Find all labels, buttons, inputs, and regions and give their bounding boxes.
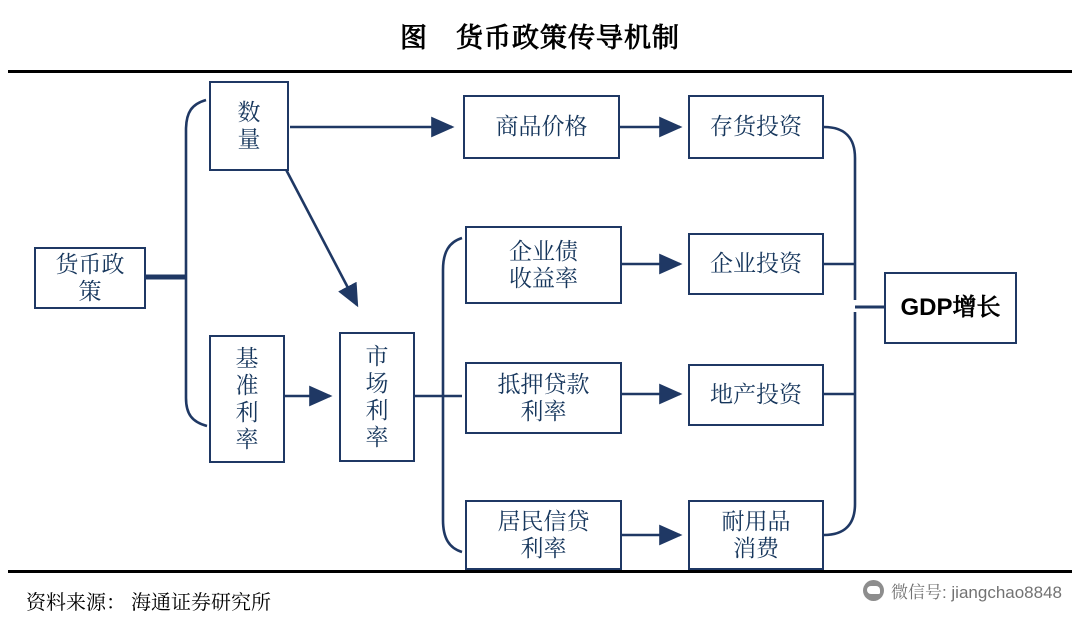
node-corporate-bond-yield[interactable] bbox=[465, 226, 622, 304]
node-property-investment[interactable] bbox=[688, 364, 824, 426]
node-benchmark-rate[interactable] bbox=[209, 335, 285, 463]
node-label: 货币政 策 bbox=[55, 251, 125, 304]
node-label: 市 场 利 率 bbox=[365, 343, 389, 451]
node-corporate-investment[interactable] bbox=[688, 233, 824, 295]
node-durable-consumption[interactable] bbox=[688, 500, 824, 570]
node-inventory-investment[interactable] bbox=[688, 95, 824, 159]
watermark-text: 微信号: jiangchao8848 bbox=[890, 583, 1062, 602]
node-label: 基 准 利 率 bbox=[235, 345, 259, 453]
node-label: 企业投资 bbox=[710, 251, 802, 277]
wechat-icon bbox=[863, 580, 884, 601]
node-label: 数 量 bbox=[237, 99, 261, 152]
node-quantity[interactable] bbox=[209, 81, 289, 171]
node-commodity-price[interactable] bbox=[463, 95, 620, 159]
node-mortgage-rate[interactable] bbox=[465, 362, 622, 434]
node-market-rate[interactable] bbox=[339, 332, 415, 462]
node-gdp-growth[interactable] bbox=[884, 272, 1017, 344]
node-label: 居民信贷 利率 bbox=[497, 508, 590, 561]
source-note: 资料来源： 海通证券研究所 bbox=[26, 592, 271, 614]
node-label: 耐用品 消费 bbox=[721, 508, 791, 561]
node-label: 地产投资 bbox=[710, 382, 802, 408]
node-label: GDP增长 bbox=[900, 293, 1001, 321]
page-title: 图 货币政策传导机制 bbox=[400, 23, 680, 53]
node-label: 商品价格 bbox=[495, 114, 588, 140]
node-label: 抵押贷款 利率 bbox=[497, 371, 590, 424]
bottom-divider bbox=[8, 570, 1072, 573]
watermark bbox=[863, 578, 1062, 603]
node-monetary-policy[interactable] bbox=[34, 247, 146, 309]
node-consumer-credit-rate[interactable] bbox=[465, 500, 622, 570]
top-divider bbox=[8, 70, 1072, 73]
node-label: 企业债 收益率 bbox=[509, 238, 578, 291]
node-label: 存货投资 bbox=[710, 114, 802, 140]
